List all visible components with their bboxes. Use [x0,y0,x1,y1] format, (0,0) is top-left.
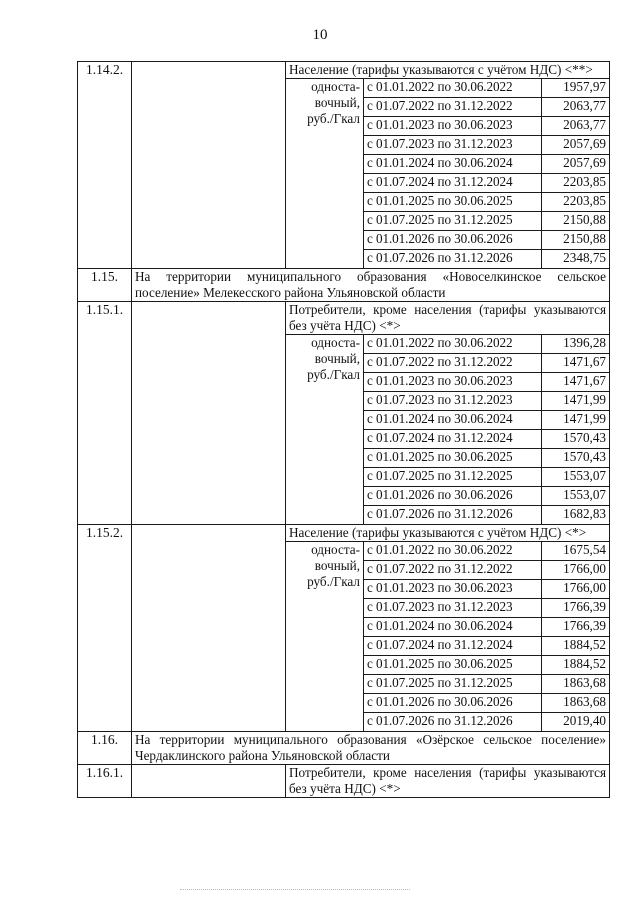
consumer-group-title: Потребители, кроме населения (тарифы указываются без учёта НДС) <*> [286,302,610,335]
consumer-group-title: Потребители, кроме населения (тарифы указываются без учёта НДС) <*> [286,765,610,798]
rate-value: 1766,00 [542,580,610,599]
rate-period: с 01.07.2023 по 31.12.2023 [364,136,542,155]
rate-period: с 01.07.2022 по 31.12.2022 [364,98,542,117]
rate-period: с 01.07.2023 по 31.12.2023 [364,392,542,411]
territory-heading: На территории муниципального образования «Озёрское сельское поселение» Чердаклинского района Ульяновской области [132,732,610,765]
empty-cell [132,765,286,798]
rate-period: с 01.07.2025 по 31.12.2025 [364,468,542,487]
tariff-unit: односта-вочный, руб./Гкал [286,542,364,732]
rate-period: с 01.07.2022 по 31.12.2022 [364,561,542,580]
rate-value: 1863,68 [542,675,610,694]
rate-value: 2150,88 [542,231,610,250]
rate-value: 2150,88 [542,212,610,231]
rate-period: с 01.01.2024 по 30.06.2024 [364,155,542,174]
rate-period: с 01.01.2024 по 30.06.2024 [364,618,542,637]
rate-period: с 01.07.2025 по 31.12.2025 [364,212,542,231]
section-number: 1.14.2. [78,62,132,269]
rate-value: 2203,85 [542,193,610,212]
section-number: 1.16.1. [78,765,132,798]
section-number: 1.16. [78,732,132,765]
section-number: 1.15.2. [78,525,132,732]
rate-value: 1957,97 [542,79,610,98]
rate-value: 1553,07 [542,468,610,487]
rate-value: 1766,00 [542,561,610,580]
rate-period: с 01.01.2023 по 30.06.2023 [364,373,542,392]
rate-period: с 01.07.2026 по 31.12.2026 [364,713,542,732]
rate-value: 1396,28 [542,335,610,354]
rate-value: 2348,75 [542,250,610,269]
rate-value: 1766,39 [542,618,610,637]
territory-row [78,732,610,765]
rate-value: 1570,43 [542,449,610,468]
rate-period: с 01.07.2025 по 31.12.2025 [364,675,542,694]
rate-value: 2019,40 [542,713,610,732]
rate-value: 1471,99 [542,411,610,430]
section-title-row [78,525,610,542]
rate-period: с 01.07.2026 по 31.12.2026 [364,250,542,269]
territory-heading: На территории муниципального образования «Новоселкинское сельское поселение» Мелекесского района Ульяновской области [132,269,610,302]
empty-cell [132,62,286,269]
rate-period: с 01.01.2025 по 30.06.2025 [364,449,542,468]
rate-value: 1471,99 [542,392,610,411]
rate-value: 1766,39 [542,599,610,618]
rate-value: 1884,52 [542,656,610,675]
rate-value: 1675,54 [542,542,610,561]
rate-period: с 01.01.2022 по 30.06.2022 [364,542,542,561]
rate-period: с 01.01.2025 по 30.06.2025 [364,656,542,675]
tariff-unit: односта-вочный, руб./Гкал [286,335,364,525]
rate-value: 2057,69 [542,136,610,155]
rate-value: 2063,77 [542,117,610,136]
territory-row [78,269,610,302]
footer-mark [180,889,410,891]
tariff-unit: односта-вочный, руб./Гкал [286,79,364,269]
rate-value: 1682,83 [542,506,610,525]
rate-period: с 01.01.2025 по 30.06.2025 [364,193,542,212]
rate-value: 1570,43 [542,430,610,449]
section-title-row [78,62,610,79]
rate-period: с 01.07.2023 по 31.12.2023 [364,599,542,618]
section-title-row [78,765,610,798]
rate-period: с 01.07.2024 по 31.12.2024 [364,174,542,193]
rate-value: 2063,77 [542,98,610,117]
section-number: 1.15. [78,269,132,302]
rate-value: 1553,07 [542,487,610,506]
rate-value: 1884,52 [542,637,610,656]
rate-period: с 01.01.2022 по 30.06.2022 [364,335,542,354]
empty-cell [132,302,286,525]
rate-period: с 01.01.2024 по 30.06.2024 [364,411,542,430]
rate-period: с 01.01.2023 по 30.06.2023 [364,117,542,136]
section-number: 1.15.1. [78,302,132,525]
rate-value: 1471,67 [542,373,610,392]
section-title-row [78,302,610,335]
rate-value: 2203,85 [542,174,610,193]
consumer-group-title: Население (тарифы указываются с учётом НДС) <**> [286,62,610,79]
rate-period: с 01.01.2022 по 30.06.2022 [364,79,542,98]
rate-value: 1863,68 [542,694,610,713]
rate-period: с 01.01.2026 по 30.06.2026 [364,487,542,506]
rate-period: с 01.01.2023 по 30.06.2023 [364,580,542,599]
rate-period: с 01.07.2022 по 31.12.2022 [364,354,542,373]
tariff-table [77,61,610,798]
rate-period: с 01.07.2026 по 31.12.2026 [364,506,542,525]
page-number: 10 [312,27,328,43]
rate-period: с 01.07.2024 по 31.12.2024 [364,430,542,449]
rate-period: с 01.01.2026 по 30.06.2026 [364,694,542,713]
rate-value: 1471,67 [542,354,610,373]
rate-value: 2057,69 [542,155,610,174]
consumer-group-title: Население (тарифы указываются с учётом НДС) <*> [286,525,610,542]
empty-cell [132,525,286,732]
rate-period: с 01.07.2024 по 31.12.2024 [364,637,542,656]
rate-period: с 01.01.2026 по 30.06.2026 [364,231,542,250]
